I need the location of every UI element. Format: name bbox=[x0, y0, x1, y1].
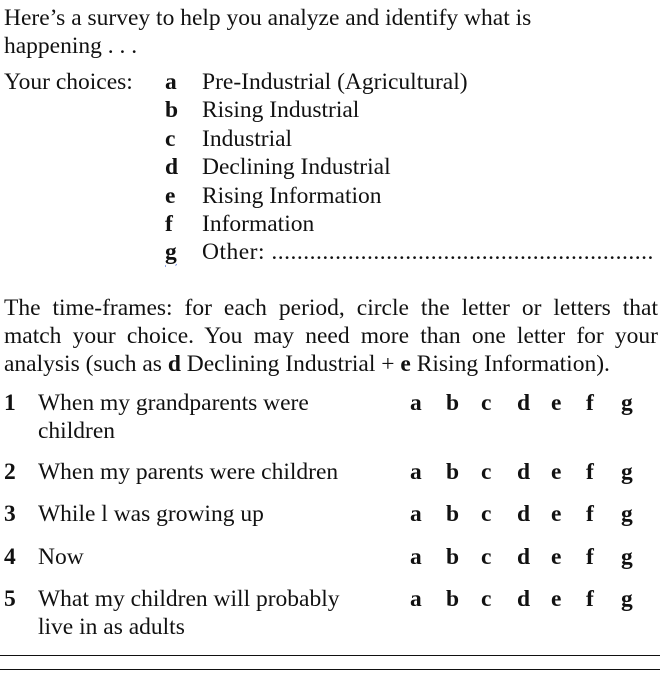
divider-line bbox=[0, 655, 660, 656]
option-e[interactable]: e bbox=[551, 544, 562, 570]
instructions-part: The time-frames: for each period, circle the letter or letters that match your choice. You may need more than one letter for your analysis (such as bbox=[4, 295, 658, 377]
question-number: 1 bbox=[4, 390, 16, 416]
choice-text: Information bbox=[202, 211, 315, 237]
option-e[interactable]: e bbox=[551, 586, 562, 612]
option-f[interactable]: f bbox=[586, 390, 594, 416]
question-number: 2 bbox=[4, 459, 16, 485]
option-d[interactable]: d bbox=[517, 501, 531, 527]
option-c[interactable]: c bbox=[481, 586, 492, 612]
choice-text: Industrial bbox=[202, 126, 293, 152]
option-f[interactable]: f bbox=[586, 459, 594, 485]
option-d[interactable]: d bbox=[517, 459, 531, 485]
option-g[interactable]: g bbox=[621, 390, 633, 416]
question-text: While l was growing up bbox=[38, 501, 264, 527]
option-e[interactable]: e bbox=[551, 390, 562, 416]
option-c[interactable]: c bbox=[481, 390, 492, 416]
intro-text: Here’s a survey to help you analyze and identify what is happening . . . bbox=[4, 5, 532, 59]
option-b[interactable]: b bbox=[446, 390, 460, 416]
choice-text-other: Other: ............................................................ bbox=[202, 239, 654, 265]
question-number: 4 bbox=[4, 544, 16, 570]
option-g[interactable]: g bbox=[621, 501, 633, 527]
question-text: When my grandparents were children bbox=[38, 390, 309, 444]
option-f[interactable]: f bbox=[586, 501, 594, 527]
option-a[interactable]: a bbox=[410, 586, 422, 612]
option-b[interactable]: b bbox=[446, 501, 460, 527]
choice-text: Pre-Industrial (Agricultural) bbox=[202, 69, 468, 95]
choice-letter: f bbox=[165, 211, 173, 237]
choice-text: Rising Industrial bbox=[202, 97, 360, 123]
option-f[interactable]: f bbox=[586, 586, 594, 612]
option-b[interactable]: b bbox=[446, 586, 460, 612]
option-f[interactable]: f bbox=[586, 544, 594, 570]
choice-letter: a bbox=[165, 69, 177, 95]
option-e[interactable]: e bbox=[551, 459, 562, 485]
instructions-part: Rising Information). bbox=[410, 351, 610, 377]
option-a[interactable]: a bbox=[410, 544, 422, 570]
choice-letter: c bbox=[165, 126, 176, 152]
instructions-bold: e bbox=[400, 351, 411, 377]
option-g[interactable]: g bbox=[621, 544, 633, 570]
question-text: Now bbox=[38, 544, 84, 570]
option-c[interactable]: c bbox=[481, 501, 492, 527]
question-text: When my parents were children bbox=[38, 459, 339, 485]
option-d[interactable]: d bbox=[517, 586, 531, 612]
question-number: 3 bbox=[4, 501, 16, 527]
divider-line bbox=[0, 669, 660, 670]
instructions-paragraph bbox=[4, 294, 658, 378]
choice-letter: b bbox=[165, 97, 179, 123]
option-a[interactable]: a bbox=[410, 459, 422, 485]
option-d[interactable]: d bbox=[517, 544, 531, 570]
option-b[interactable]: b bbox=[446, 544, 460, 570]
option-a[interactable]: a bbox=[410, 390, 422, 416]
choice-letter: d bbox=[165, 154, 179, 180]
option-e[interactable]: e bbox=[551, 501, 562, 527]
question-text: What my children will probably live in as adults bbox=[38, 586, 340, 640]
option-b[interactable]: b bbox=[446, 459, 460, 485]
choice-text: Rising Information bbox=[202, 183, 382, 209]
choices-label: Your choices: bbox=[4, 69, 133, 95]
choice-text: Declining Industrial bbox=[202, 154, 391, 180]
option-c[interactable]: c bbox=[481, 544, 492, 570]
question-number: 5 bbox=[4, 586, 16, 612]
option-a[interactable]: a bbox=[410, 501, 422, 527]
instructions-bold: d bbox=[167, 351, 181, 377]
choice-letter: g bbox=[165, 239, 177, 265]
option-g[interactable]: g bbox=[621, 459, 633, 485]
option-c[interactable]: c bbox=[481, 459, 492, 485]
instructions-part: Declining Industrial + bbox=[180, 351, 401, 377]
choice-letter: e bbox=[165, 183, 176, 209]
option-g[interactable]: g bbox=[621, 586, 633, 612]
option-d[interactable]: d bbox=[517, 390, 531, 416]
